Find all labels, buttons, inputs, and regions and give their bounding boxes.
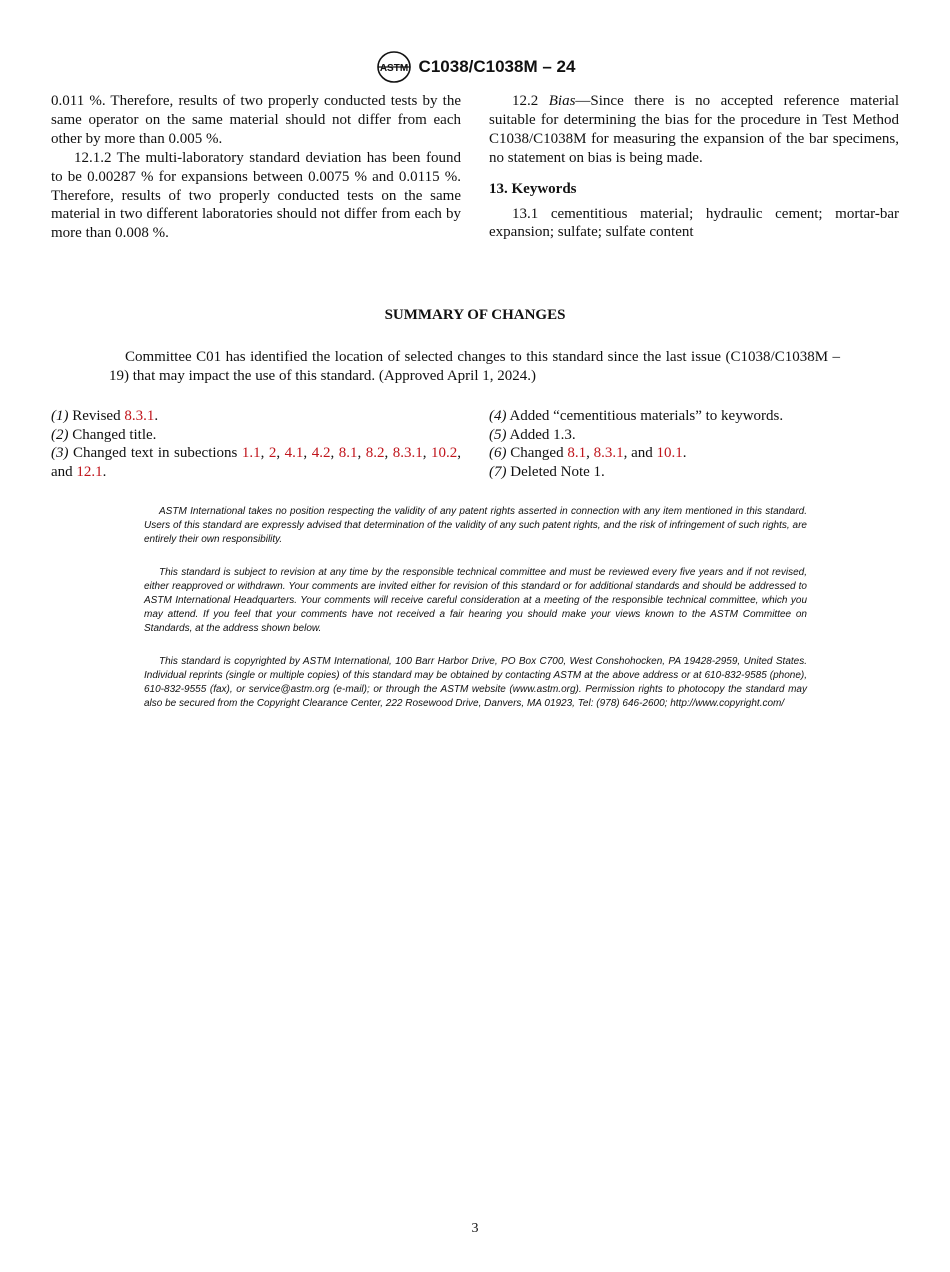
section-link[interactable]: 12.1	[76, 463, 103, 480]
section-link[interactable]: 4.1	[284, 445, 304, 462]
section-link[interactable]: 2	[268, 445, 277, 462]
change-item-2: (2) Changed title.	[51, 426, 157, 443]
change-item-6: (6) Changed 8.1, 8.3.1, and 10.1.	[489, 445, 687, 462]
copyright-notice: This standard is copyrighted by ASTM International, 100 Barr Harbor Drive, PO Box C700, West Conshohocken, PA 19428-2959, United States. Individual reprints (single or multiple copies) of this standard may be obtained by contacting ASTM at the above address or at 610-832-9585 (phone), 610-832-9555 (fax), or service@astm.org (e-mail); or through the ASTM website (www.astm.org). Permission rights to photocopy the standard may also be secured from the Copyright Clearance Center, 222 Rosewood Drive, Danvers, MA 01923, Tel: (978) 646-2600; http://www.copyright.com/	[144, 656, 807, 710]
change-item-5: (5) Added 1.3.	[489, 426, 576, 443]
section-link[interactable]: 10.2	[431, 445, 458, 462]
change-item-3: (3) Changed text in subections 1.1, 2, 4.1, 4.2, 8.1, 8.2, 8.3.1, 10.2, and 12.1.	[51, 445, 461, 480]
changes-list-right	[489, 407, 899, 481]
bias-term: Bias	[548, 93, 576, 109]
bias-text: —Since there is no accepted reference material suitable for determining the bias for the procedure in Test Method C1038/C1038M for measuring the expansion of the bar specimens, no statement on bias is being made.	[489, 93, 899, 166]
change-number: (1)	[51, 408, 69, 424]
keywords-heading: 13. Keywords	[489, 180, 577, 197]
section-link[interactable]: 4.2	[311, 445, 331, 462]
change-number: (7)	[489, 463, 507, 480]
revision-notice: This standard is subject to revision at any time by the responsible technical committee and must be reviewed every five years and if not revised, either reapproved or withdrawn. Your comments are invited either for revision of this standard or for additional standards and should be addressed to ASTM International Headquarters. Your comments will receive careful consideration at a meeting of the responsible technical committee, which you may attend. If you feel that your comments have not received a fair hearing you should make your views known to the ASTM Committee on Standards, at the address shown below.	[144, 567, 807, 635]
page-header	[0, 50, 950, 84]
keywords-paragraph: 13.1 cementitious material; hydraulic cement; mortar-bar expansion; sulfate; sulfate content	[489, 205, 899, 241]
standard-designation: C1038/C1038M – 24	[418, 57, 576, 76]
multi-lab-paragraph: 12.1.2 The multi-laboratory standard deviation has been found to be 0.00287 % for expansions between 0.0075 % and 0.0115 %. Therefore, results of two properly conducted tests on the same material in two different laboratories should not differ from each by more than 0.008 %.	[51, 149, 461, 242]
section-link[interactable]: 8.1	[338, 445, 358, 462]
left-column	[51, 92, 461, 243]
astm-logo-text: ASTM	[379, 63, 408, 74]
precision-paragraph-continued: 0.011 %. Therefore, results of two properly conducted tests by the same operator on the same material should not differ from each other by more than 0.005 %.	[51, 93, 461, 147]
section-link[interactable]: 8.3.1	[392, 445, 423, 462]
section-link[interactable]: 1.1	[241, 445, 261, 462]
change-number: (2)	[51, 426, 69, 443]
astm-logo-icon	[375, 50, 413, 84]
section-link[interactable]: 10.1	[656, 445, 683, 462]
summary-title: SUMMARY OF CHANGES	[384, 307, 566, 323]
bias-paragraph	[489, 92, 899, 168]
section-link[interactable]: 8.1	[567, 445, 587, 462]
change-item-7: (7) Deleted Note 1.	[489, 463, 605, 480]
change-item-4: (4) Added “cementitious materials” to keywords.	[489, 408, 784, 424]
change-number: (3)	[51, 445, 69, 462]
page-number: 3	[471, 1221, 479, 1236]
changes-list-left	[51, 407, 461, 481]
section-link[interactable]: 8.2	[365, 445, 385, 462]
section-link[interactable]: 8.3.1	[593, 445, 624, 462]
bias-number: 12.2	[512, 93, 539, 109]
right-column	[489, 92, 899, 242]
change-number: (6)	[489, 445, 507, 462]
patent-notice: ASTM International takes no position respecting the validity of any patent rights asserted in connection with any item mentioned in this standard. Users of this standard are expressly advised that determination of the validity of any such patent rights, and the risk of infringement of such rights, are entirely their own responsibility.	[144, 506, 807, 546]
change-item-1: (1) Revised 8.3.1.	[51, 408, 159, 424]
summary-intro: Committee C01 has identified the location of selected changes to this standard since the last issue (C1038/C1038M – 19) that may impact the use of this standard. (Approved April 1, 2024.)	[109, 349, 840, 384]
change-number: (5)	[489, 426, 507, 443]
change-number: (4)	[489, 408, 507, 424]
section-link[interactable]: 8.3.1	[124, 408, 155, 424]
